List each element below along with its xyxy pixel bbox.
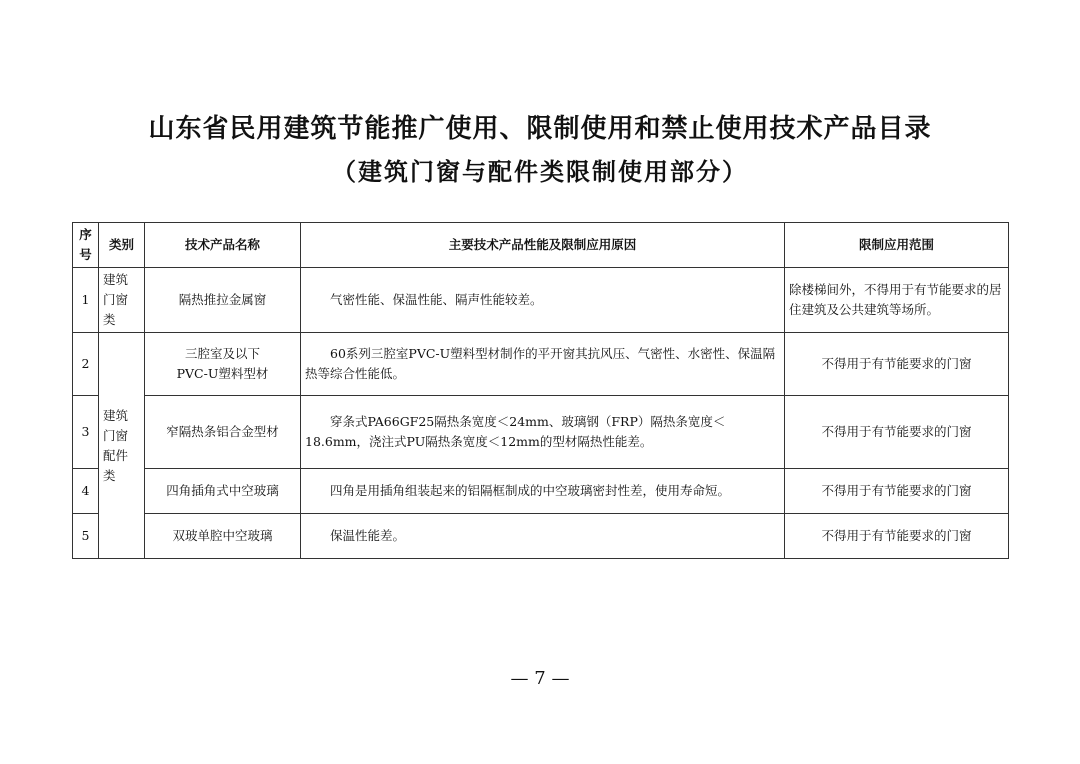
row-category: 建筑门窗配件类 bbox=[99, 333, 145, 559]
table-row bbox=[73, 333, 1009, 396]
table-header-row bbox=[73, 223, 1009, 268]
row-number: 2 bbox=[73, 333, 99, 396]
row-number: 5 bbox=[73, 514, 99, 559]
row-number: 1 bbox=[73, 268, 99, 333]
row-reason: 气密性能、保温性能、隔声性能较差。 bbox=[301, 268, 785, 333]
row-reason: 60系列三腔室PVC-U塑料型材制作的平开窗其抗风压、气密性、水密性、保温隔热等综合性能低。 bbox=[301, 333, 785, 396]
header-category: 类别 bbox=[99, 223, 145, 268]
product-catalog-table bbox=[72, 222, 1009, 559]
row-reason: 穿条式PA66GF25隔热条宽度＜24mm、玻璃钢（FRP）隔热条宽度＜18.6mm，浇注式PU隔热条宽度＜12mm的型材隔热性能差。 bbox=[301, 396, 785, 469]
table-row bbox=[73, 514, 1009, 559]
table-row bbox=[73, 268, 1009, 333]
row-product-name: 双玻单腔中空玻璃 bbox=[145, 514, 301, 559]
row-reason: 保温性能差。 bbox=[301, 514, 785, 559]
row-product-name: 四角插角式中空玻璃 bbox=[145, 469, 301, 514]
row-reason: 四角是用插角组装起来的铝隔框制成的中空玻璃密封性差，使用寿命短。 bbox=[301, 469, 785, 514]
header-reason: 主要技术产品性能及限制应用原因 bbox=[301, 223, 785, 268]
row-scope: 不得用于有节能要求的门窗 bbox=[785, 469, 1009, 514]
row-product-name bbox=[145, 333, 301, 396]
row-product-name-line2: PVC-U塑料型材 bbox=[176, 366, 269, 381]
header-product-name: 技术产品名称 bbox=[145, 223, 301, 268]
row-number: 4 bbox=[73, 469, 99, 514]
row-number: 3 bbox=[73, 396, 99, 469]
table-row bbox=[73, 396, 1009, 469]
page-number: — 7 — bbox=[510, 668, 570, 689]
row-category: 建筑门窗类 bbox=[99, 268, 145, 333]
document-title: 山东省民用建筑节能推广使用、限制使用和禁止使用技术产品目录 bbox=[148, 114, 932, 144]
document-subtitle: （建筑门窗与配件类限制使用部分） bbox=[332, 157, 748, 186]
row-scope: 除楼梯间外，不得用于有节能要求的居住建筑及公共建筑等场所。 bbox=[785, 268, 1009, 333]
row-scope: 不得用于有节能要求的门窗 bbox=[785, 514, 1009, 559]
header-no: 序号 bbox=[73, 223, 99, 268]
row-product-name: 窄隔热条铝合金型材 bbox=[145, 396, 301, 469]
row-product-name-line1: 三腔室及以下 bbox=[184, 346, 260, 361]
row-scope: 不得用于有节能要求的门窗 bbox=[785, 333, 1009, 396]
table-row bbox=[73, 469, 1009, 514]
header-scope: 限制应用范围 bbox=[785, 223, 1009, 268]
row-scope: 不得用于有节能要求的门窗 bbox=[785, 396, 1009, 469]
row-product-name: 隔热推拉金属窗 bbox=[145, 268, 301, 333]
